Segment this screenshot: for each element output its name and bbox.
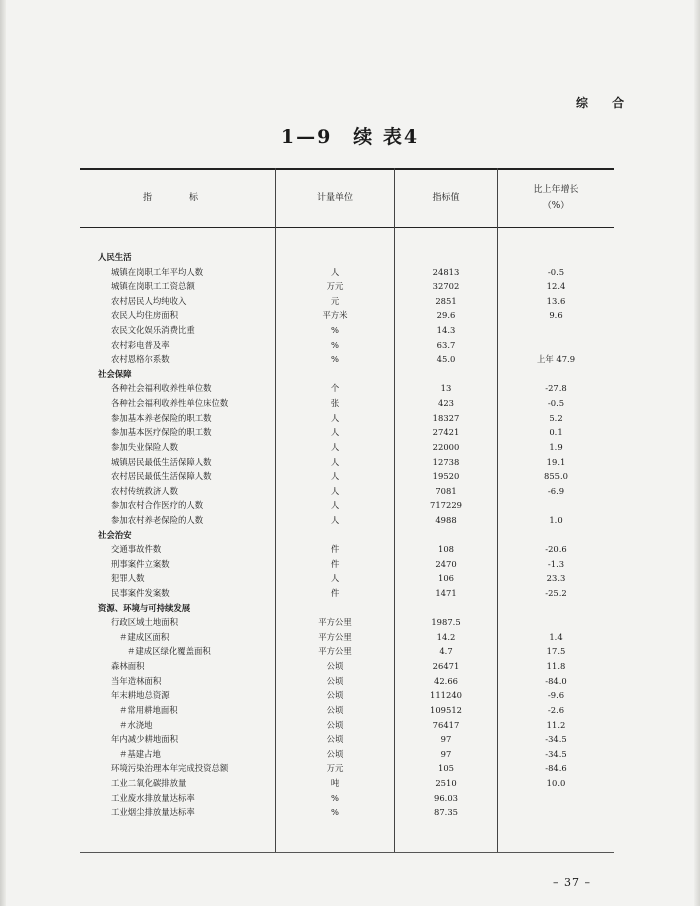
page-title: 1—9 续 表4 (280, 126, 420, 148)
value-cell: 26471 (432, 661, 460, 672)
table-row (80, 659, 614, 674)
value-cell: 14.2 (436, 631, 456, 642)
unit-cell: 张 (330, 398, 340, 409)
value-cell: 7081 (435, 485, 457, 496)
value-cell: 19520 (432, 471, 460, 482)
table-row (80, 352, 614, 367)
indicator-cell: 社会保障 (98, 368, 132, 379)
value-cell: 96.03 (434, 792, 458, 803)
section-tag: 综 合 (576, 96, 635, 110)
growth-cell: -84.6 (545, 763, 567, 774)
value-cell: 97 (440, 734, 452, 745)
value-cell: 45.0 (436, 354, 456, 365)
table-row (80, 440, 614, 455)
table-bottom-rule (80, 852, 614, 853)
table-row (80, 674, 614, 689)
value-cell: 24813 (432, 266, 460, 277)
table-row (80, 323, 614, 338)
indicator-cell: ＃常用耕地面积 (119, 704, 178, 715)
indicator-cell: ＃水浇地 (119, 719, 153, 730)
growth-cell: -1.3 (547, 558, 565, 569)
indicator-cell: 行政区域土地面积 (111, 617, 178, 628)
table-row (80, 484, 614, 499)
unit-cell: 公顷 (326, 704, 344, 715)
table-row (80, 776, 614, 791)
table-row (80, 805, 614, 820)
growth-cell: -2.6 (547, 704, 565, 715)
indicator-cell: 城镇在岗职工年平均人数 (111, 266, 204, 277)
value-cell: 423 (438, 398, 454, 409)
column-header-indicator: 指 标 (142, 192, 212, 203)
indicator-cell: 当年造林面积 (111, 675, 162, 686)
unit-cell: 人 (330, 427, 340, 438)
table-row (80, 718, 614, 733)
value-cell: 42.66 (434, 675, 458, 686)
value-cell: 2510 (435, 777, 457, 788)
growth-cell: -84.0 (545, 675, 567, 686)
unit-cell: 公顷 (326, 748, 344, 759)
value-cell: 22000 (432, 441, 460, 452)
value-cell: 87.35 (434, 807, 458, 818)
table-row (80, 381, 614, 396)
table-row (80, 747, 614, 762)
growth-cell: -20.6 (545, 544, 567, 555)
indicator-cell: 刑事案件立案数 (111, 558, 170, 569)
growth-cell: 1.4 (549, 631, 563, 642)
indicator-cell: 森林面积 (111, 661, 145, 672)
growth-cell: 23.3 (546, 573, 566, 584)
unit-cell: % (331, 792, 339, 803)
table-row (80, 498, 614, 513)
growth-cell: 10.0 (546, 777, 566, 788)
table-row (80, 425, 614, 440)
unit-cell: 人 (330, 412, 340, 423)
value-cell: 109512 (430, 704, 462, 715)
value-cell: 13 (440, 383, 452, 394)
indicator-cell: 资源、环境与可持续发展 (98, 602, 191, 613)
growth-cell: 1.9 (549, 441, 563, 452)
growth-cell: 1.0 (549, 514, 563, 525)
growth-cell: 11.8 (546, 661, 566, 672)
table-row (80, 615, 614, 630)
indicator-cell: 参加农村合作医疗的人数 (111, 500, 204, 511)
table-row (80, 688, 614, 703)
unit-cell: 人 (330, 573, 340, 584)
value-cell: 63.7 (436, 339, 456, 350)
unit-cell: 件 (330, 588, 340, 599)
growth-cell: 上年 47.9 (536, 354, 576, 365)
indicator-cell: 参加农村养老保险的人数 (111, 514, 204, 525)
unit-cell: 公顷 (326, 675, 344, 686)
table-row (80, 411, 614, 426)
value-cell: 29.6 (436, 310, 456, 321)
unit-cell: 件 (330, 544, 340, 555)
indicator-cell: 农民文化娱乐消费比重 (111, 325, 195, 336)
table-row (80, 265, 614, 280)
indicator-cell: 工业二氧化碳排放量 (111, 777, 187, 788)
indicator-cell: 民事案件发案数 (111, 588, 170, 599)
table-row (80, 644, 614, 659)
unit-cell: % (331, 325, 339, 336)
indicator-cell: 环境污染治理本年完成投资总额 (111, 763, 229, 774)
value-cell: 1987.5 (431, 617, 461, 628)
growth-cell: 5.2 (549, 412, 563, 423)
table-row (80, 571, 614, 586)
table-row (80, 455, 614, 470)
table-header-rule (80, 227, 614, 228)
growth-cell: 855.0 (544, 471, 568, 482)
indicator-cell: 参加基本养老保险的职工数 (111, 412, 212, 423)
column-header-value: 指标值 (432, 192, 460, 203)
indicator-cell: 工业烟尘排放量达标率 (111, 807, 195, 818)
unit-cell: 个 (330, 383, 340, 394)
unit-cell: 万元 (326, 281, 344, 292)
unit-cell: 公顷 (326, 690, 344, 701)
indicator-cell: 年末耕地总资源 (111, 690, 170, 701)
growth-cell: -25.2 (545, 588, 567, 599)
unit-cell: 吨 (330, 777, 340, 788)
unit-cell: % (331, 339, 339, 350)
unit-cell: 人 (330, 471, 340, 482)
indicator-cell: 农民人均住房面积 (111, 310, 178, 321)
page-number: – 37 – (553, 876, 591, 889)
value-cell: 106 (438, 573, 454, 584)
growth-cell: 11.2 (546, 719, 566, 730)
growth-cell: 19.1 (546, 456, 566, 467)
category-row (80, 528, 614, 543)
value-cell: 12738 (432, 456, 460, 467)
table-row (80, 279, 614, 294)
table-row (80, 630, 614, 645)
value-cell: 76417 (432, 719, 460, 730)
category-row (80, 250, 614, 265)
value-cell: 32702 (432, 281, 460, 292)
indicator-cell: 人民生活 (98, 252, 132, 262)
table-row (80, 703, 614, 718)
indicator-cell: 农村彩电普及率 (111, 339, 170, 350)
unit-cell: 公顷 (326, 661, 344, 672)
value-cell: 18327 (432, 412, 460, 423)
unit-cell: 人 (330, 485, 340, 496)
growth-cell: 9.6 (549, 310, 563, 321)
table-body (80, 250, 614, 820)
indicator-cell: 犯罪人数 (111, 573, 145, 584)
indicator-cell: 参加失业保险人数 (111, 441, 178, 452)
table-row (80, 469, 614, 484)
growth-cell: -34.5 (545, 748, 567, 759)
value-cell: 717229 (430, 500, 462, 511)
indicator-cell: 农村恩格尔系数 (111, 354, 170, 365)
indicator-cell: 交通事故件数 (111, 544, 162, 555)
unit-cell: 人 (330, 266, 340, 277)
indicator-cell: 农村居民人均纯收入 (111, 295, 187, 306)
indicator-cell: 农村居民最低生活保障人数 (111, 471, 212, 482)
table-row (80, 396, 614, 411)
growth-cell: 12.4 (546, 281, 566, 292)
value-cell: 14.3 (436, 325, 456, 336)
table-row (80, 338, 614, 353)
unit-cell: 平方公里 (318, 646, 352, 657)
value-cell: 108 (438, 544, 454, 555)
growth-cell: -34.5 (545, 734, 567, 745)
unit-cell: % (331, 354, 339, 365)
unit-cell: 平方米 (322, 310, 348, 321)
growth-cell: 13.6 (546, 295, 566, 306)
growth-cell: -6.9 (547, 485, 565, 496)
unit-cell: 万元 (326, 763, 344, 774)
value-cell: 4988 (435, 514, 457, 525)
growth-cell: 0.1 (549, 427, 563, 438)
table-row (80, 308, 614, 323)
indicator-cell: 城镇居民最低生活保障人数 (111, 456, 212, 467)
table-row (80, 513, 614, 528)
indicator-cell: 社会治安 (98, 529, 132, 540)
column-header-unit: 计量单位 (316, 192, 353, 203)
indicator-cell: 农村传统救济人数 (111, 485, 178, 496)
indicator-cell: 各种社会福利收养性单位床位数 (111, 398, 229, 409)
unit-cell: 件 (330, 558, 340, 569)
unit-cell: % (331, 807, 339, 818)
column-header-growth: 比上年增长 （%） (533, 185, 579, 211)
growth-cell: -0.5 (547, 266, 565, 277)
indicator-cell: 城镇在岗职工工资总额 (111, 281, 195, 292)
growth-cell: 17.5 (546, 646, 566, 657)
unit-cell: 平方公里 (318, 631, 352, 642)
value-cell: 2470 (435, 558, 457, 569)
value-cell: 97 (440, 748, 452, 759)
table-row (80, 542, 614, 557)
unit-cell: 人 (330, 441, 340, 452)
value-cell: 1471 (435, 588, 457, 599)
growth-cell: -27.8 (545, 383, 567, 394)
value-cell: 27421 (432, 427, 460, 438)
value-cell: 2851 (435, 295, 457, 306)
indicator-cell: 参加基本医疗保险的职工数 (111, 427, 212, 438)
unit-cell: 平方公里 (318, 617, 352, 628)
value-cell: 4.7 (439, 646, 453, 657)
unit-cell: 人 (330, 514, 340, 525)
table-row (80, 732, 614, 747)
indicator-cell: 工业废水排放量达标率 (111, 792, 195, 803)
growth-cell: -9.6 (547, 690, 565, 701)
category-row (80, 601, 614, 616)
table-row (80, 557, 614, 572)
indicator-cell: 各种社会福利收养性单位数 (111, 383, 212, 394)
table-row (80, 586, 614, 601)
value-cell: 111240 (430, 690, 462, 701)
indicator-cell: ＃建成区绿化覆盖面积 (127, 646, 211, 657)
unit-cell: 公顷 (326, 719, 344, 730)
growth-cell: -0.5 (547, 398, 565, 409)
unit-cell: 公顷 (326, 734, 344, 745)
unit-cell: 元 (330, 295, 340, 306)
indicator-cell: ＃建成区面积 (119, 631, 170, 642)
indicator-cell: ＃基建占地 (119, 748, 161, 759)
table-row (80, 761, 614, 776)
unit-cell: 人 (330, 500, 340, 511)
unit-cell: 人 (330, 456, 340, 467)
indicator-cell: 年内减少耕地面积 (111, 734, 178, 745)
table-row (80, 791, 614, 806)
value-cell: 105 (438, 763, 454, 774)
category-row (80, 367, 614, 382)
table-row (80, 294, 614, 309)
